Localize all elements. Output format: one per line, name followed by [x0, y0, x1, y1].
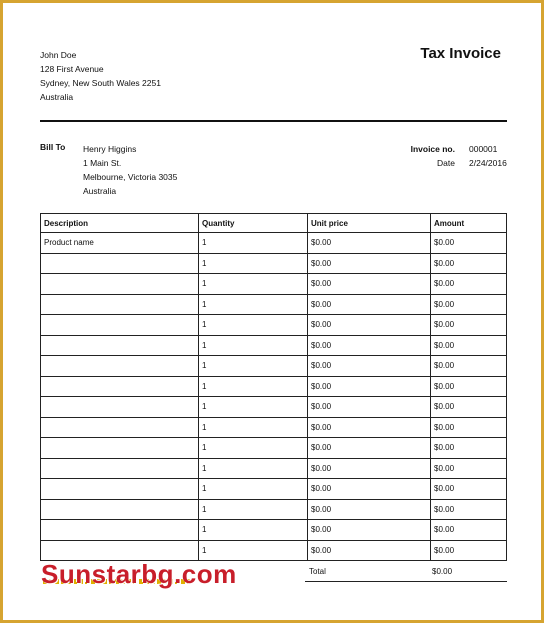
table-header-row [41, 214, 507, 233]
cell-unit-price: $0.00 [308, 253, 431, 274]
cell-quantity: 1 [199, 438, 308, 459]
cell-amount: $0.00 [431, 356, 507, 377]
cell-unit-price: $0.00 [308, 233, 431, 254]
cell-quantity: 1 [199, 540, 308, 561]
header-amount: Amount [431, 214, 507, 233]
cell-description [41, 397, 199, 418]
table-row [41, 397, 507, 418]
bill-to-street: 1 Main St. [83, 158, 122, 168]
cell-unit-price: $0.00 [308, 397, 431, 418]
cell-description [41, 356, 199, 377]
cell-amount: $0.00 [431, 499, 507, 520]
sender-city: Sydney, New South Wales 2251 [40, 78, 161, 88]
bill-to-city: Melbourne, Victoria 3035 [83, 172, 178, 182]
cell-amount: $0.00 [431, 417, 507, 438]
table-row [41, 438, 507, 459]
table-row [41, 253, 507, 274]
cell-unit-price: $0.00 [308, 438, 431, 459]
cell-description [41, 479, 199, 500]
cell-amount: $0.00 [431, 438, 507, 459]
cell-quantity: 1 [199, 233, 308, 254]
cell-unit-price: $0.00 [308, 458, 431, 479]
cell-unit-price: $0.00 [308, 479, 431, 500]
cell-amount: $0.00 [431, 274, 507, 295]
invoice-meta [403, 142, 507, 170]
cell-quantity: 1 [199, 499, 308, 520]
total-label: Total [309, 566, 326, 576]
table-row [41, 479, 507, 500]
table-row [41, 356, 507, 377]
cell-description: Product name [41, 233, 199, 254]
cell-unit-price: $0.00 [308, 294, 431, 315]
cell-quantity: 1 [199, 294, 308, 315]
cell-description [41, 335, 199, 356]
sender-street: 128 First Avenue [40, 64, 104, 74]
date-value: 2/24/2016 [469, 158, 507, 168]
cell-unit-price: $0.00 [308, 499, 431, 520]
cell-description [41, 458, 199, 479]
header-description: Description [41, 214, 199, 233]
cell-amount: $0.00 [431, 294, 507, 315]
bill-to-label: Bill To [40, 142, 66, 152]
cell-description [41, 540, 199, 561]
cell-description [41, 253, 199, 274]
table-row [41, 315, 507, 336]
cell-unit-price: $0.00 [308, 356, 431, 377]
cell-description [41, 274, 199, 295]
sender-address [40, 48, 161, 104]
table-row [41, 274, 507, 295]
divider [40, 120, 507, 122]
cell-quantity: 1 [199, 417, 308, 438]
date-label: Date [437, 158, 455, 168]
cell-amount: $0.00 [431, 458, 507, 479]
table-row [41, 458, 507, 479]
cell-description [41, 376, 199, 397]
cell-quantity: 1 [199, 274, 308, 295]
cell-amount: $0.00 [431, 397, 507, 418]
header-unit-price: Unit price [308, 214, 431, 233]
line-items-table [40, 213, 507, 561]
cell-description [41, 520, 199, 541]
document-title: Tax Invoice [420, 45, 501, 62]
invoice-number-label: Invoice no. [410, 144, 455, 154]
cell-description [41, 417, 199, 438]
cell-quantity: 1 [199, 479, 308, 500]
cell-quantity: 1 [199, 356, 308, 377]
cell-unit-price: $0.00 [308, 274, 431, 295]
invoice-number-value: 000001 [469, 144, 498, 154]
cell-unit-price: $0.00 [308, 540, 431, 561]
cell-unit-price: $0.00 [308, 520, 431, 541]
table-row [41, 499, 507, 520]
cell-unit-price: $0.00 [308, 417, 431, 438]
table-row [41, 294, 507, 315]
cell-quantity: 1 [199, 253, 308, 274]
watermark: Sunstarbg.com [41, 559, 237, 589]
cell-quantity: 1 [199, 458, 308, 479]
cell-quantity: 1 [199, 335, 308, 356]
cell-amount: $0.00 [431, 335, 507, 356]
table-row [41, 520, 507, 541]
header-quantity: Quantity [199, 214, 308, 233]
cell-amount: $0.00 [431, 376, 507, 397]
table-row [41, 376, 507, 397]
cell-description [41, 438, 199, 459]
cell-amount: $0.00 [431, 253, 507, 274]
cell-unit-price: $0.00 [308, 315, 431, 336]
cell-unit-price: $0.00 [308, 376, 431, 397]
cell-amount: $0.00 [431, 520, 507, 541]
cell-unit-price: $0.00 [308, 335, 431, 356]
cell-quantity: 1 [199, 315, 308, 336]
table-body [41, 233, 507, 561]
total-row [305, 561, 507, 582]
bill-to-country: Australia [83, 186, 117, 196]
sender-name: John Doe [40, 50, 77, 60]
cell-description [41, 499, 199, 520]
table-row [41, 335, 507, 356]
cell-amount: $0.00 [431, 315, 507, 336]
cell-amount: $0.00 [431, 479, 507, 500]
table-row [41, 540, 507, 561]
cell-quantity: 1 [199, 397, 308, 418]
sender-country: Australia [40, 92, 74, 102]
table-row [41, 417, 507, 438]
bill-to-address [83, 142, 177, 198]
bill-to-name: Henry Higgins [83, 144, 137, 154]
table-row [41, 233, 507, 254]
cell-description [41, 294, 199, 315]
cell-quantity: 1 [199, 520, 308, 541]
cell-quantity: 1 [199, 376, 308, 397]
cell-amount: $0.00 [431, 233, 507, 254]
cell-description [41, 315, 199, 336]
cell-amount: $0.00 [431, 540, 507, 561]
total-value: $0.00 [432, 566, 453, 576]
